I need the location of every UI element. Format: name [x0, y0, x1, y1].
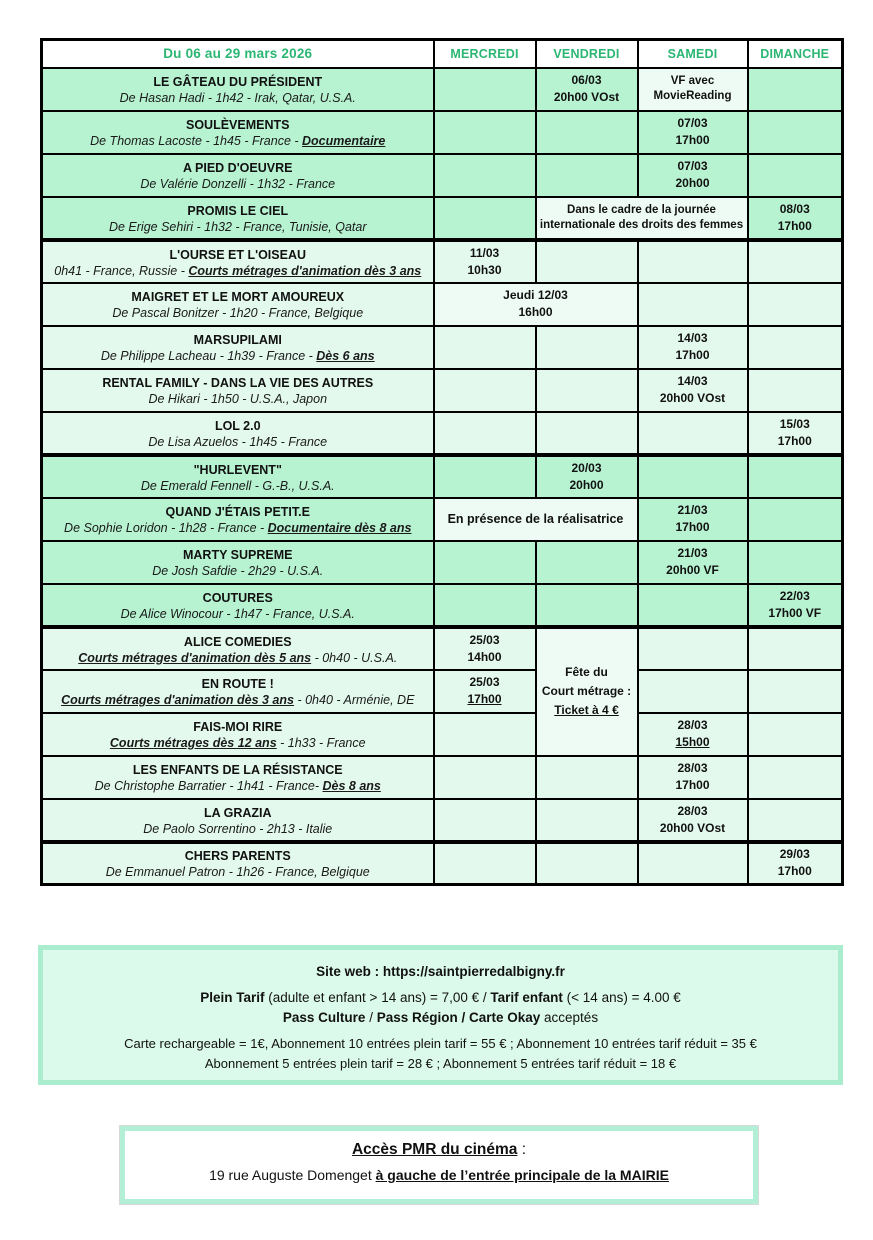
film-title: LE GÂTEAU DU PRÉSIDENT	[153, 75, 323, 89]
showtime-cell-vendredi	[536, 842, 638, 885]
note-line: internationale des droits des femmes	[539, 218, 744, 231]
film-info-cell	[42, 584, 434, 627]
film-row	[42, 541, 843, 584]
film-title: LES ENFANTS DE LA RÉSISTANCE	[132, 763, 343, 777]
showtime-cell-mercredi	[434, 455, 536, 498]
showtime-cell-samedi	[638, 799, 748, 842]
subscription-line: Carte rechargeable = 1€, Abonnement 10 entrées plein tarif = 55 € ; Abonnement 10 entrées tarif réduit = 35 €	[124, 1036, 757, 1051]
showtime-cell-mercredi	[434, 154, 536, 197]
showtime-cell-vendredi	[536, 154, 638, 197]
film-row	[42, 326, 843, 369]
showtime-cell-dimanche	[748, 713, 843, 756]
film-details	[43, 219, 433, 236]
detail-segment: De Paolo Sorrentino - 2h13 - Italie	[143, 821, 333, 836]
showtime-cell-vendredi	[536, 412, 638, 455]
film-title: FAIS-MOI RIRE	[193, 720, 283, 734]
film-info-cell	[42, 541, 434, 584]
day-header-samedi: SAMEDI	[638, 40, 748, 68]
detail-segment: De Sophie Loridon - 1h28 - France -	[64, 521, 268, 535]
film-details	[43, 864, 433, 881]
film-info-cell	[42, 627, 434, 670]
showtime-cell-samedi	[638, 541, 748, 584]
detail-segment-underlined: Dès 6 ans	[316, 349, 375, 363]
festival-ticket-price: Ticket à 4 €	[554, 703, 619, 717]
film-details	[43, 263, 433, 280]
showtime-cell-mercredi	[434, 756, 536, 799]
showtime-cell-dimanche	[748, 498, 843, 541]
showtime-date: 25/03	[469, 632, 500, 647]
showtime-time: 17h00	[675, 133, 710, 147]
showtime-date: 21/03	[677, 503, 708, 517]
detail-segment: De Lisa Azuelos - 1h45 - France	[148, 434, 328, 449]
showtime-cell-dimanche	[748, 541, 843, 584]
showtime-time: 20h00	[675, 176, 710, 190]
showtime-cell-samedi	[638, 498, 748, 541]
showtime-cell-dimanche	[748, 756, 843, 799]
showtime-cell-dimanche	[748, 240, 843, 283]
subscription-line: Abonnement 5 entrées plein tarif = 28 € ; Abonnement 5 entrées tarif réduit = 18 €	[204, 1056, 677, 1071]
film-info-cell	[42, 369, 434, 412]
film-details	[43, 520, 433, 537]
showtime-time: 17h00	[467, 692, 502, 706]
showtime-date: 28/03	[677, 803, 708, 818]
detail-segment: 0h41 - France, Russie -	[54, 263, 189, 278]
showtime-cell-dimanche	[748, 283, 843, 326]
detail-segment: De Thomas Lacoste - 1h45 - France -	[90, 134, 303, 148]
showtime-cell-mercredi	[434, 713, 536, 756]
pass-text: /	[365, 1010, 377, 1025]
showtime-cell-mercredi	[434, 584, 536, 627]
showtime-cell-samedi	[638, 412, 748, 455]
showtime-cell-samedi	[638, 283, 748, 326]
film-info-cell	[42, 240, 434, 283]
film-info-cell	[42, 154, 434, 197]
showtime-time: 20h00 VF	[666, 563, 719, 577]
festival-line: Court métrage :	[541, 684, 632, 698]
film-details	[43, 133, 433, 150]
showtime-cell-dimanche	[748, 455, 843, 498]
showtime-time: 20h00 VOst	[659, 820, 726, 835]
showtime-time: 10h30	[467, 262, 502, 277]
pass-text: acceptés	[540, 1010, 599, 1025]
film-title: COUTURES	[202, 590, 273, 605]
film-info-cell	[42, 68, 434, 111]
film-details	[43, 176, 433, 193]
film-info-cell	[42, 670, 434, 713]
showtime-time: 17h00	[675, 778, 710, 792]
film-row	[42, 412, 843, 455]
film-row	[42, 713, 843, 756]
film-info-cell	[42, 799, 434, 842]
note-line: En présence de la réalisatrice	[447, 511, 624, 526]
film-title: LA GRAZIA	[203, 805, 272, 820]
note-line: Jeudi 12/03	[503, 288, 568, 302]
pass-label: Pass Culture	[282, 1010, 366, 1025]
showtime-cell-dimanche	[748, 154, 843, 197]
showtime-time: 17h00	[777, 218, 812, 233]
film-row	[42, 154, 843, 197]
showtime-date: 28/03	[677, 761, 708, 775]
showtime-cell-mercredi	[434, 541, 536, 584]
film-details	[43, 305, 433, 322]
film-row	[42, 498, 843, 541]
showtime-date: 14/03	[677, 331, 708, 345]
detail-segment-underlined: Courts métrages d'animation dès 3 ans	[61, 693, 294, 707]
film-title: ALICE COMEDIES	[183, 634, 292, 649]
tariff-text: (adulte et enfant > 14 ans) = 7,00 € /	[264, 990, 491, 1005]
film-details	[43, 821, 433, 838]
film-row	[42, 369, 843, 412]
day-header-dimanche: DIMANCHE	[748, 40, 843, 68]
film-info-cell	[42, 713, 434, 756]
showtime-time: 17h00	[777, 433, 812, 448]
showtime-cell-samedi	[638, 326, 748, 369]
showtime-cell-mercredi	[434, 670, 536, 713]
day-header-vendredi: VENDREDI	[536, 40, 638, 68]
detail-segment: De Josh Safdie - 2h29 - U.S.A.	[152, 564, 324, 578]
pmr-address-text: 19 rue Auguste Domenget	[209, 1167, 376, 1183]
tariff-label: Plein Tarif	[200, 990, 265, 1005]
film-row	[42, 197, 843, 240]
detail-segment: De Valérie Donzelli - 1h32 - France	[140, 177, 336, 191]
showtime-cell-samedi	[638, 455, 748, 498]
film-title: RENTAL FAMILY - DANS LA VIE DES AUTRES	[102, 376, 374, 390]
day-header-mercredi: MERCREDI	[434, 40, 536, 68]
showtime-cell-samedi	[638, 842, 748, 885]
showtime-cell-mercredi	[434, 799, 536, 842]
film-row	[42, 627, 843, 670]
showtime-cell-vendredi	[536, 541, 638, 584]
detail-segment: De Erige Sehiri - 1h32 - France, Tunisie, Qatar	[108, 219, 367, 234]
showtime-cell-vendredi	[536, 756, 638, 799]
festival-line: Fête du	[565, 665, 608, 679]
showtime-cell-dimanche	[748, 842, 843, 885]
pmr-title	[125, 1141, 753, 1159]
showtime-date: 25/03	[469, 675, 500, 689]
film-details	[43, 778, 433, 795]
film-details	[43, 478, 433, 495]
film-row	[42, 68, 843, 111]
showtime-date: 11/03	[469, 245, 500, 260]
film-row	[42, 111, 843, 154]
showtime-date: 14/03	[677, 374, 708, 388]
film-title: L'OURSE ET L'OISEAU	[169, 247, 306, 262]
event-note-cell	[434, 283, 638, 326]
table-header-row	[42, 40, 843, 68]
showtime-date: 15/03	[779, 416, 810, 431]
film-details	[43, 434, 433, 451]
showtime-cell-mercredi	[434, 842, 536, 885]
detail-segment-underlined: Courts métrages d'animation dès 3 ans	[188, 263, 422, 278]
note-line: Dans le cadre de la journée	[567, 203, 716, 216]
detail-segment: De Philippe Lacheau - 1h39 - France -	[100, 349, 317, 363]
film-details	[43, 650, 433, 667]
showtime-time: 20h00 VOst	[659, 391, 726, 405]
film-row	[42, 670, 843, 713]
note-line: 16h00	[518, 305, 553, 319]
showtime-time: 15h00	[675, 735, 710, 749]
detail-segment: De Emmanuel Patron - 1h26 - France, Belgique	[105, 865, 370, 880]
film-row	[42, 756, 843, 799]
film-info-cell	[42, 756, 434, 799]
date-range-header: Du 06 au 29 mars 2026	[42, 40, 434, 68]
film-title: SOULÈVEMENTS	[186, 118, 290, 132]
detail-segment-underlined: Documentaire dès 8 ans	[267, 521, 412, 535]
film-details	[43, 563, 433, 580]
showtime-cell-mercredi	[434, 111, 536, 154]
showtime-cell-dimanche	[748, 412, 843, 455]
showtime-cell-dimanche	[748, 670, 843, 713]
film-title: LOL 2.0	[214, 418, 261, 433]
film-title: MARTY SUPREME	[182, 548, 293, 562]
showtime-cell-samedi	[638, 670, 748, 713]
film-title: MAIGRET ET LE MORT AMOUREUX	[131, 290, 345, 304]
showtime-cell-dimanche	[748, 799, 843, 842]
film-info-cell	[42, 111, 434, 154]
film-info-cell	[42, 498, 434, 541]
film-details	[43, 606, 433, 623]
film-info-cell	[42, 412, 434, 455]
showtime-cell-mercredi	[434, 369, 536, 412]
showtime-date: 28/03	[677, 718, 708, 732]
pricing-info-box	[38, 945, 843, 1085]
event-note-cell	[434, 498, 638, 541]
detail-segment: De Christophe Barratier - 1h41 - France-	[94, 779, 323, 793]
note-line: VF avec	[670, 75, 715, 87]
detail-segment: De Pascal Bonitzer - 1h20 - France, Belgique	[112, 306, 364, 320]
detail-segment: - 0h40 - Arménie, DE	[293, 693, 415, 707]
showtime-time: 17h00	[675, 348, 710, 362]
showtime-cell-dimanche	[748, 68, 843, 111]
film-title: MARSUPILAMI	[193, 333, 282, 347]
showtime-cell-samedi	[638, 756, 748, 799]
detail-segment: De Hasan Hadi - 1h42 - Irak, Qatar, U.S.A.	[119, 91, 356, 105]
film-title: A PIED D'OEUVRE	[183, 161, 293, 175]
film-title: CHERS PARENTS	[184, 849, 291, 864]
film-details	[43, 692, 433, 709]
tariff-label: Tarif enfant	[490, 990, 563, 1005]
detail-segment-underlined: Documentaire	[302, 134, 386, 148]
film-row	[42, 455, 843, 498]
film-info-cell	[42, 842, 434, 885]
showtime-date: 21/03	[677, 546, 708, 560]
film-details	[43, 90, 433, 107]
showtime-time: 20h00 VOst	[553, 90, 620, 104]
tariff-line	[43, 990, 838, 1005]
film-title: "HURLEVENT"	[193, 462, 282, 477]
showtime-cell-dimanche	[748, 627, 843, 670]
website-line: Site web : https://saintpierredalbigny.fr	[316, 964, 565, 979]
detail-segment: - 0h40 - U.S.A.	[311, 650, 398, 665]
pass-label: Pass Région / Carte Okay	[376, 1010, 541, 1025]
event-note-cell	[536, 197, 748, 240]
detail-segment-underlined: Courts métrages dès 12 ans	[109, 736, 277, 750]
showtime-cell-mercredi	[434, 68, 536, 111]
detail-segment: De Alice Winocour - 1h47 - France, U.S.A.	[120, 606, 355, 621]
detail-segment-underlined: Courts métrages d'animation dès 5 ans	[78, 650, 312, 665]
showtime-cell-samedi	[638, 68, 748, 111]
film-details	[43, 348, 433, 365]
film-row	[42, 584, 843, 627]
note-line: MovieReading	[653, 90, 732, 102]
showtime-date: 07/03	[677, 116, 708, 130]
film-row	[42, 240, 843, 283]
pass-line	[43, 1010, 838, 1025]
showtime-time: 17h00	[675, 520, 710, 534]
showtime-cell-samedi	[638, 240, 748, 283]
film-info-cell	[42, 455, 434, 498]
showtime-cell-mercredi	[434, 326, 536, 369]
showtime-cell-mercredi	[434, 412, 536, 455]
detail-segment-underlined: Dès 8 ans	[322, 779, 381, 793]
showtime-cell-vendredi	[536, 326, 638, 369]
showtime-cell-mercredi	[434, 240, 536, 283]
showtime-cell-mercredi	[434, 627, 536, 670]
showtime-cell-dimanche	[748, 111, 843, 154]
film-info-cell	[42, 197, 434, 240]
pmr-title-colon: :	[517, 1141, 527, 1158]
showtime-cell-samedi	[638, 369, 748, 412]
film-details	[43, 735, 433, 752]
showtime-time: 17h00	[777, 864, 812, 879]
showtime-cell-samedi	[638, 154, 748, 197]
film-row	[42, 842, 843, 885]
cinema-schedule-table	[40, 38, 844, 886]
detail-segment: De Hikari - 1h50 - U.S.A., Japon	[148, 392, 328, 406]
showtime-date: 22/03	[779, 588, 810, 603]
showtime-cell-vendredi	[536, 68, 638, 111]
film-title: PROMIS LE CIEL	[187, 203, 289, 218]
showtime-time: 20h00	[569, 477, 604, 492]
showtime-cell-vendredi	[536, 455, 638, 498]
showtime-cell-vendredi	[536, 240, 638, 283]
film-row	[42, 799, 843, 842]
showtime-cell-vendredi	[536, 584, 638, 627]
film-row	[42, 283, 843, 326]
showtime-cell-mercredi	[434, 197, 536, 240]
showtime-cell-samedi	[638, 584, 748, 627]
showtime-cell-vendredi	[536, 799, 638, 842]
showtime-cell-dimanche	[748, 369, 843, 412]
pmr-address	[125, 1167, 753, 1183]
pmr-title-text: Accès PMR du cinéma	[351, 1141, 518, 1158]
showtime-cell-vendredi	[536, 111, 638, 154]
showtime-date: 08/03	[779, 201, 810, 216]
showtime-time: 14h00	[467, 649, 502, 664]
showtime-cell-samedi	[638, 111, 748, 154]
pmr-access-box	[120, 1126, 758, 1204]
detail-segment: - 1h33 - France	[276, 736, 366, 750]
film-info-cell	[42, 283, 434, 326]
film-title: EN ROUTE !	[201, 677, 274, 691]
pmr-address-highlight: à gauche de l’entrée principale de la MAIRIE	[375, 1167, 669, 1183]
showtime-date: 06/03	[571, 73, 602, 87]
short-film-festival-cell	[536, 627, 638, 756]
showtime-cell-dimanche	[748, 584, 843, 627]
film-details	[43, 391, 433, 408]
showtime-cell-dimanche	[748, 326, 843, 369]
showtime-cell-samedi	[638, 627, 748, 670]
tariff-text: (< 14 ans) = 4.00 €	[562, 990, 681, 1005]
showtime-cell-samedi	[638, 713, 748, 756]
detail-segment: De Emerald Fennell - G.-B., U.S.A.	[140, 478, 335, 493]
showtime-date: 29/03	[779, 847, 810, 862]
showtime-date: 20/03	[571, 460, 602, 475]
showtime-cell-vendredi	[536, 369, 638, 412]
film-info-cell	[42, 326, 434, 369]
film-title: QUAND J'ÉTAIS PETIT.E	[165, 505, 310, 519]
showtime-cell-dimanche	[748, 197, 843, 240]
showtime-time: 17h00 VF	[768, 605, 822, 620]
showtime-date: 07/03	[677, 159, 708, 173]
